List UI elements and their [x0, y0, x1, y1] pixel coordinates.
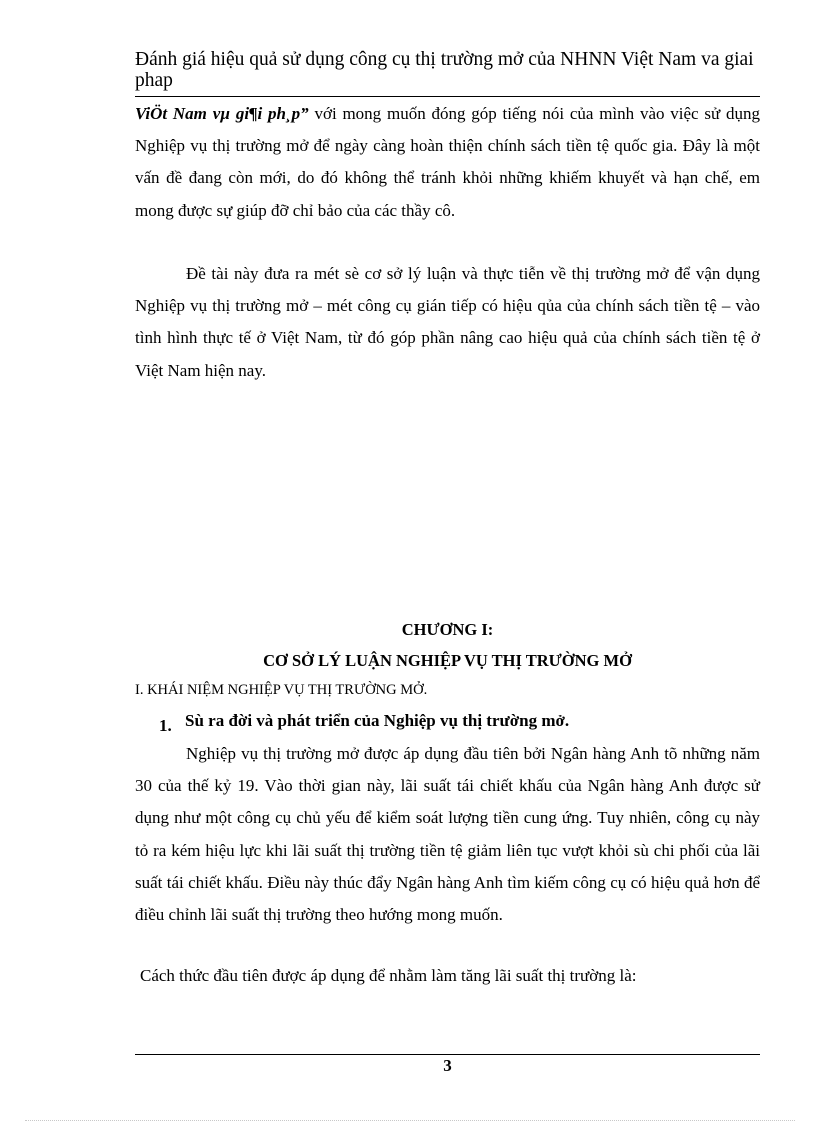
subsection-number: 1.: [159, 716, 172, 735]
topic-paragraph: Đề tài này đưa ra mét sè cơ sở lý luận và thực tiễn về thị trường mở để vận dụng Nghiệp vụ thị trường mở – mét công cụ gián tiếp có hiệu qủa của chính sách tiền tệ – vào tình hình thực tế ở Việt Nam, từ đó góp phần nâng cao hiệu quả của chính sách tiền tệ ở Việt Nam hiện nay.: [135, 264, 760, 380]
intro-lead-text: ViÖt Nam vµ gi¶i ph¸p”: [135, 104, 309, 123]
header-divider: [135, 96, 760, 97]
intro-paragraph-text: với mong muốn đóng góp tiếng nói của mình vào việc sử dụng Nghiệp vụ thị trường mở để ngày càng hoàn thiện chính sách tiền tệ quốc gia. Đây là một vấn đề đang còn mới, do đó không thể tránh khỏi những khiếm khuyết và hạn chế, em mong được sự giúp đỡ chỉ bảo của các thầy cô.: [135, 104, 760, 220]
chapter-number: CHƯƠNG I:: [401, 620, 494, 639]
footer-divider: [135, 1054, 760, 1055]
subsection-title: Sù ra đời và phát triển của Nghiệp vụ thị trường mở.: [185, 711, 570, 730]
section-heading: I. KHÁI NIỆM NGHIỆP VỤ THỊ TRƯỜNG MỞ.: [135, 682, 428, 698]
page-edge-dotted-line: [25, 1120, 795, 1121]
running-header: Đánh giá hiệu quả sử dụng công cụ thị trường mở của NHNN Việt Nam va giai phap: [135, 49, 754, 91]
page-number: 3: [443, 1056, 452, 1075]
method-paragraph: Cách thức đầu tiên được áp dụng để nhằm làm tăng lãi suất thị trường là:: [140, 966, 637, 985]
intro-paragraph: [135, 98, 760, 227]
chapter-title: CƠ SỞ LÝ LUẬN NGHIỆP VỤ THỊ TRƯỜNG MỞ: [263, 651, 632, 670]
history-paragraph: Nghiệp vụ thị trường mở được áp dụng đầu tiên bởi Ngân hàng Anh tõ những năm 30 của thế kỷ 19. Vào thời gian này, lãi suất tái chiết khấu của Ngân hàng Anh được sử dụng như một công cụ chủ yếu để kiểm soát lượng tiền cung ứng. Tuy nhiên, công cụ này tỏ ra kém hiệu lực khi lãi suất thị trường tiền tệ giảm liên tục vượt khỏi sù chi phối của lãi suất tái chiết khấu. Điều này thúc đẩy Ngân hàng Anh tìm kiếm công cụ có hiệu quả hơn để điều chỉnh lãi suất thị trường theo hướng mong muốn.: [135, 744, 760, 925]
